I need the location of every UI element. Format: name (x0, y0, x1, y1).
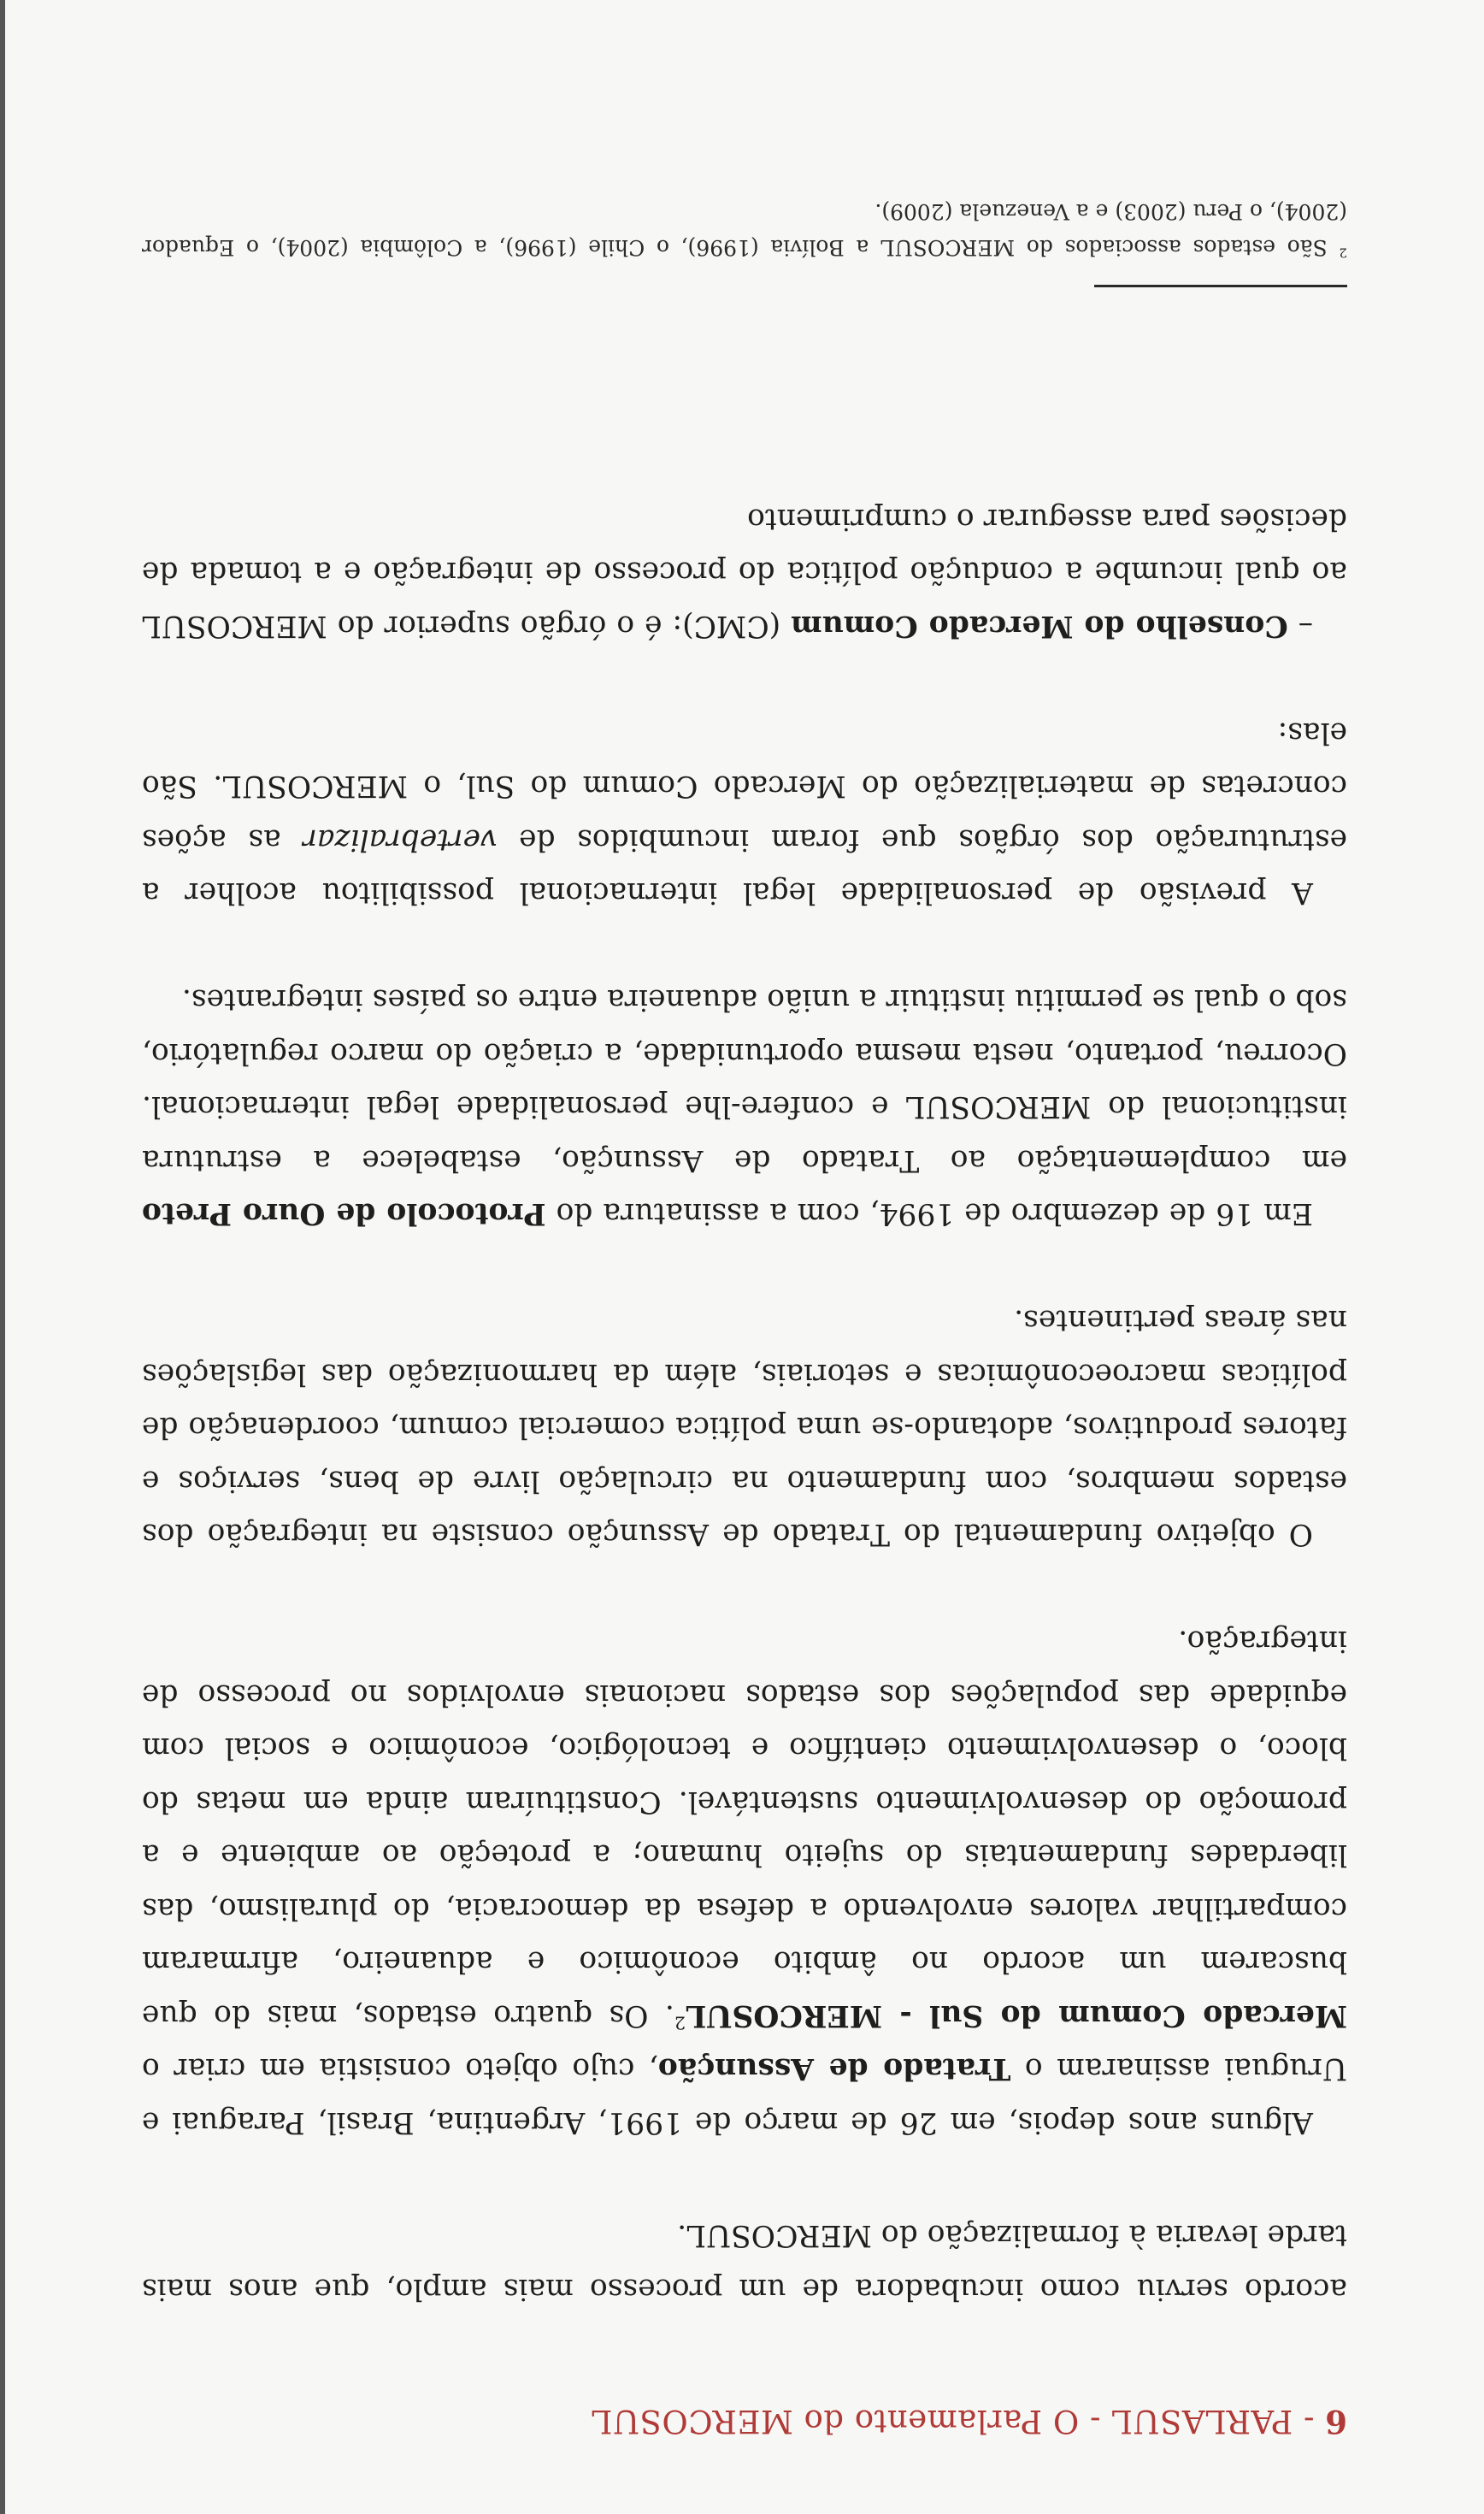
footnote-text-line (142, 193, 1347, 265)
bold-term-protocolo: Protocolo de Ouro Preto (142, 1196, 546, 1231)
paragraph-continuation (142, 2209, 1347, 2316)
chapter-title: - PARLASUL - O Parlamento do MERCOSUL (591, 2403, 1325, 2440)
paragraph-tratado (142, 1614, 1347, 2149)
paragraph-text: (CMC): é o órgão superior do MERCOSUL ao qual incumbe a condução política do processo de integração e a tomada de decisões para assegurar o cumprimento (142, 502, 1347, 643)
paragraph-text: . Os quatro estados, mais do que buscarem um acordo no âmbito econômico e aduaneiro, afirmaram compartilhar valores envolvendo a defesa da democracia, do pluralismo, das liberdades fundamentais do sujeito humano; a proteção ao ambiente e a promoção do desenvolvimento sustentável. Constituíram ainda em metas do bloco, o desenvolvimento científico e tecnológico, econômico e social com equidade das populações dos estados nacionais envolvidos no processo de integração. (142, 1624, 1347, 2033)
paragraph-text: em complementação ao Tratado de Assunção, estabelece a estrutura institucional do MERCOSUL e confere-lhe personalidade legal internacional. Ocorreu, portanto, nesta mesma oportunidade, a criação do marco regulatório, sob o qual se permitiu instituir a união aduaneira entre os países integrantes. (142, 983, 1347, 1177)
bold-term-tratado: Tratado de Assunção (657, 2051, 1011, 2086)
bold-term-mercosul: Mercado Comum do Sul - MERCOSUL (686, 1998, 1347, 2033)
running-header (591, 2403, 1347, 2440)
paragraph-text: acordo serviu como incubadora de um processo mais amplo, que anos mais tarde levaria à formalização do MERCOSUL. (142, 2218, 1347, 2306)
paragraph-ouro-preto (142, 973, 1347, 1241)
italic-term: vertebralizar (303, 823, 498, 857)
page-body (142, 493, 1347, 2316)
list-dash: – (1287, 609, 1313, 643)
list-item-cmc (142, 493, 1347, 653)
footnote-text: São estados associados do MERCOSUL a Bolívia (1996), o Chile (1996), a Colômbia (2004), o Equador (2004), o Peru (2003) e a Venezuela (2009). (142, 199, 1347, 260)
paragraph-text: A previsão de personalidade legal internacional possibilitou acolher a estruturação dos órgãos que foram incumbidos de (142, 823, 1347, 911)
paragraph-objetivo (142, 1294, 1347, 1561)
footnote (142, 193, 1347, 265)
footnote-reference: 2 (674, 2012, 686, 2033)
chapter-number: 6 (1324, 2403, 1347, 2440)
footnote-number: 2 (1339, 245, 1347, 261)
paragraph-text: O objetivo fundamental do Tratado de Assunção consiste na integração dos estados membros, com fundamento na circulação livre de bens, serviços e fatores produtivos, adotando-se uma política comercial comum, coordenação de políticas macroeconômicas e setoriais, além da harmonização das legislações nas áreas pertinentes. (142, 1303, 1347, 1552)
bold-term-cmc: Conselho do Mercado Comum (791, 609, 1288, 643)
footnote-divider (1094, 285, 1347, 287)
page-binding-edge (0, 0, 5, 2514)
paragraph-text: , cujo objeto consistia em criar o (142, 2051, 658, 2086)
paragraph-personalidade (142, 706, 1347, 920)
paragraph-text: Em 16 de dezembro de 1994, com a assinatura do (545, 1196, 1313, 1231)
paragraph-text: Alguns anos depois, em 26 de março de 1991, Argentina, Brasil, Paraguai e Uruguai assinaram o (142, 2051, 1347, 2139)
paragraph-text: as ações concretas de materialização do Mercado Comum do Sul, o MERCOSUL. São elas: (142, 716, 1347, 857)
